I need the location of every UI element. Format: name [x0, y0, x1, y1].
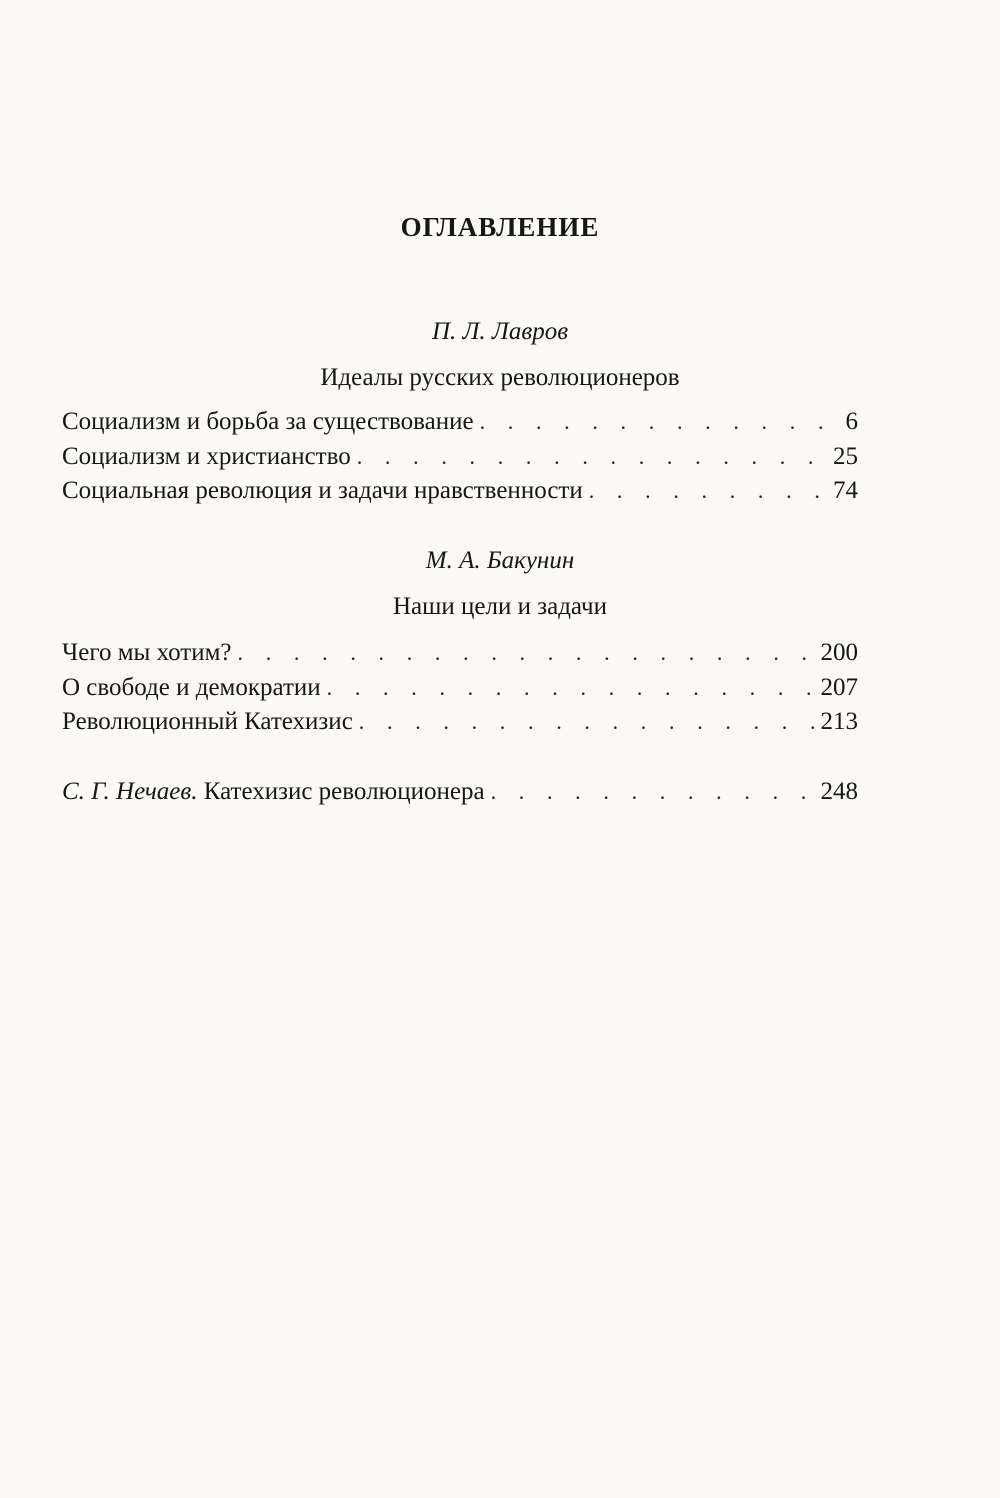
toc-entry-page: 6	[845, 408, 858, 435]
toc-entry[interactable]	[62, 671, 858, 706]
toc-entry-page: 248	[820, 778, 858, 805]
dot-leader	[357, 440, 831, 475]
dot-leader	[327, 671, 819, 706]
dot-leader	[480, 405, 844, 440]
dot-leader	[359, 705, 819, 740]
toc-entry-page: 25	[833, 442, 858, 470]
toc-entry-title	[62, 775, 491, 810]
toc-entry-page: 74	[833, 477, 858, 504]
toc-entry-title: Революционный Катехизис	[62, 708, 353, 735]
toc-entry[interactable]	[62, 440, 858, 475]
toc-entry[interactable]	[62, 636, 858, 671]
toc-entry[interactable]	[62, 705, 858, 740]
toc-entry[interactable]	[62, 405, 858, 440]
section-title-lavrov: Идеалы русских революционеров	[320, 364, 680, 391]
toc-list-lavrov	[62, 405, 858, 509]
toc-entry[interactable]	[62, 474, 858, 509]
section-author-lavrov: П. Л. Лавров	[431, 318, 569, 345]
page-title: ОГЛАВЛЕНИЕ	[400, 212, 600, 242]
toc-entry-page: 200	[820, 639, 858, 666]
toc-entry-title: О свободе и демократии	[62, 673, 321, 701]
toc-entry-page: 207	[820, 673, 858, 701]
toc-entry-nechaev[interactable]	[62, 775, 858, 810]
dot-leader	[238, 636, 819, 671]
toc-entry-author: С. Г. Нечаев.	[62, 778, 198, 805]
toc-entry-title: Чего мы хотим?	[62, 639, 232, 666]
toc-list-bakunin	[62, 636, 858, 740]
dot-leader	[589, 474, 831, 509]
dot-leader	[491, 775, 819, 810]
toc-entry-title: Социальная революция и задачи нравственности	[62, 477, 583, 504]
section-title-bakunin: Наши цели и задачи	[393, 593, 607, 620]
toc-list-nechaev	[62, 775, 858, 810]
section-author-bakunin: М. А. Бакунин	[425, 547, 575, 574]
toc-entry-title: Социализм и борьба за существование	[62, 408, 474, 435]
toc-entry-title-text: Катехизис революционера	[203, 778, 485, 805]
toc-entry-title: Социализм и христианство	[62, 442, 351, 470]
toc-entry-page: 213	[820, 708, 858, 735]
